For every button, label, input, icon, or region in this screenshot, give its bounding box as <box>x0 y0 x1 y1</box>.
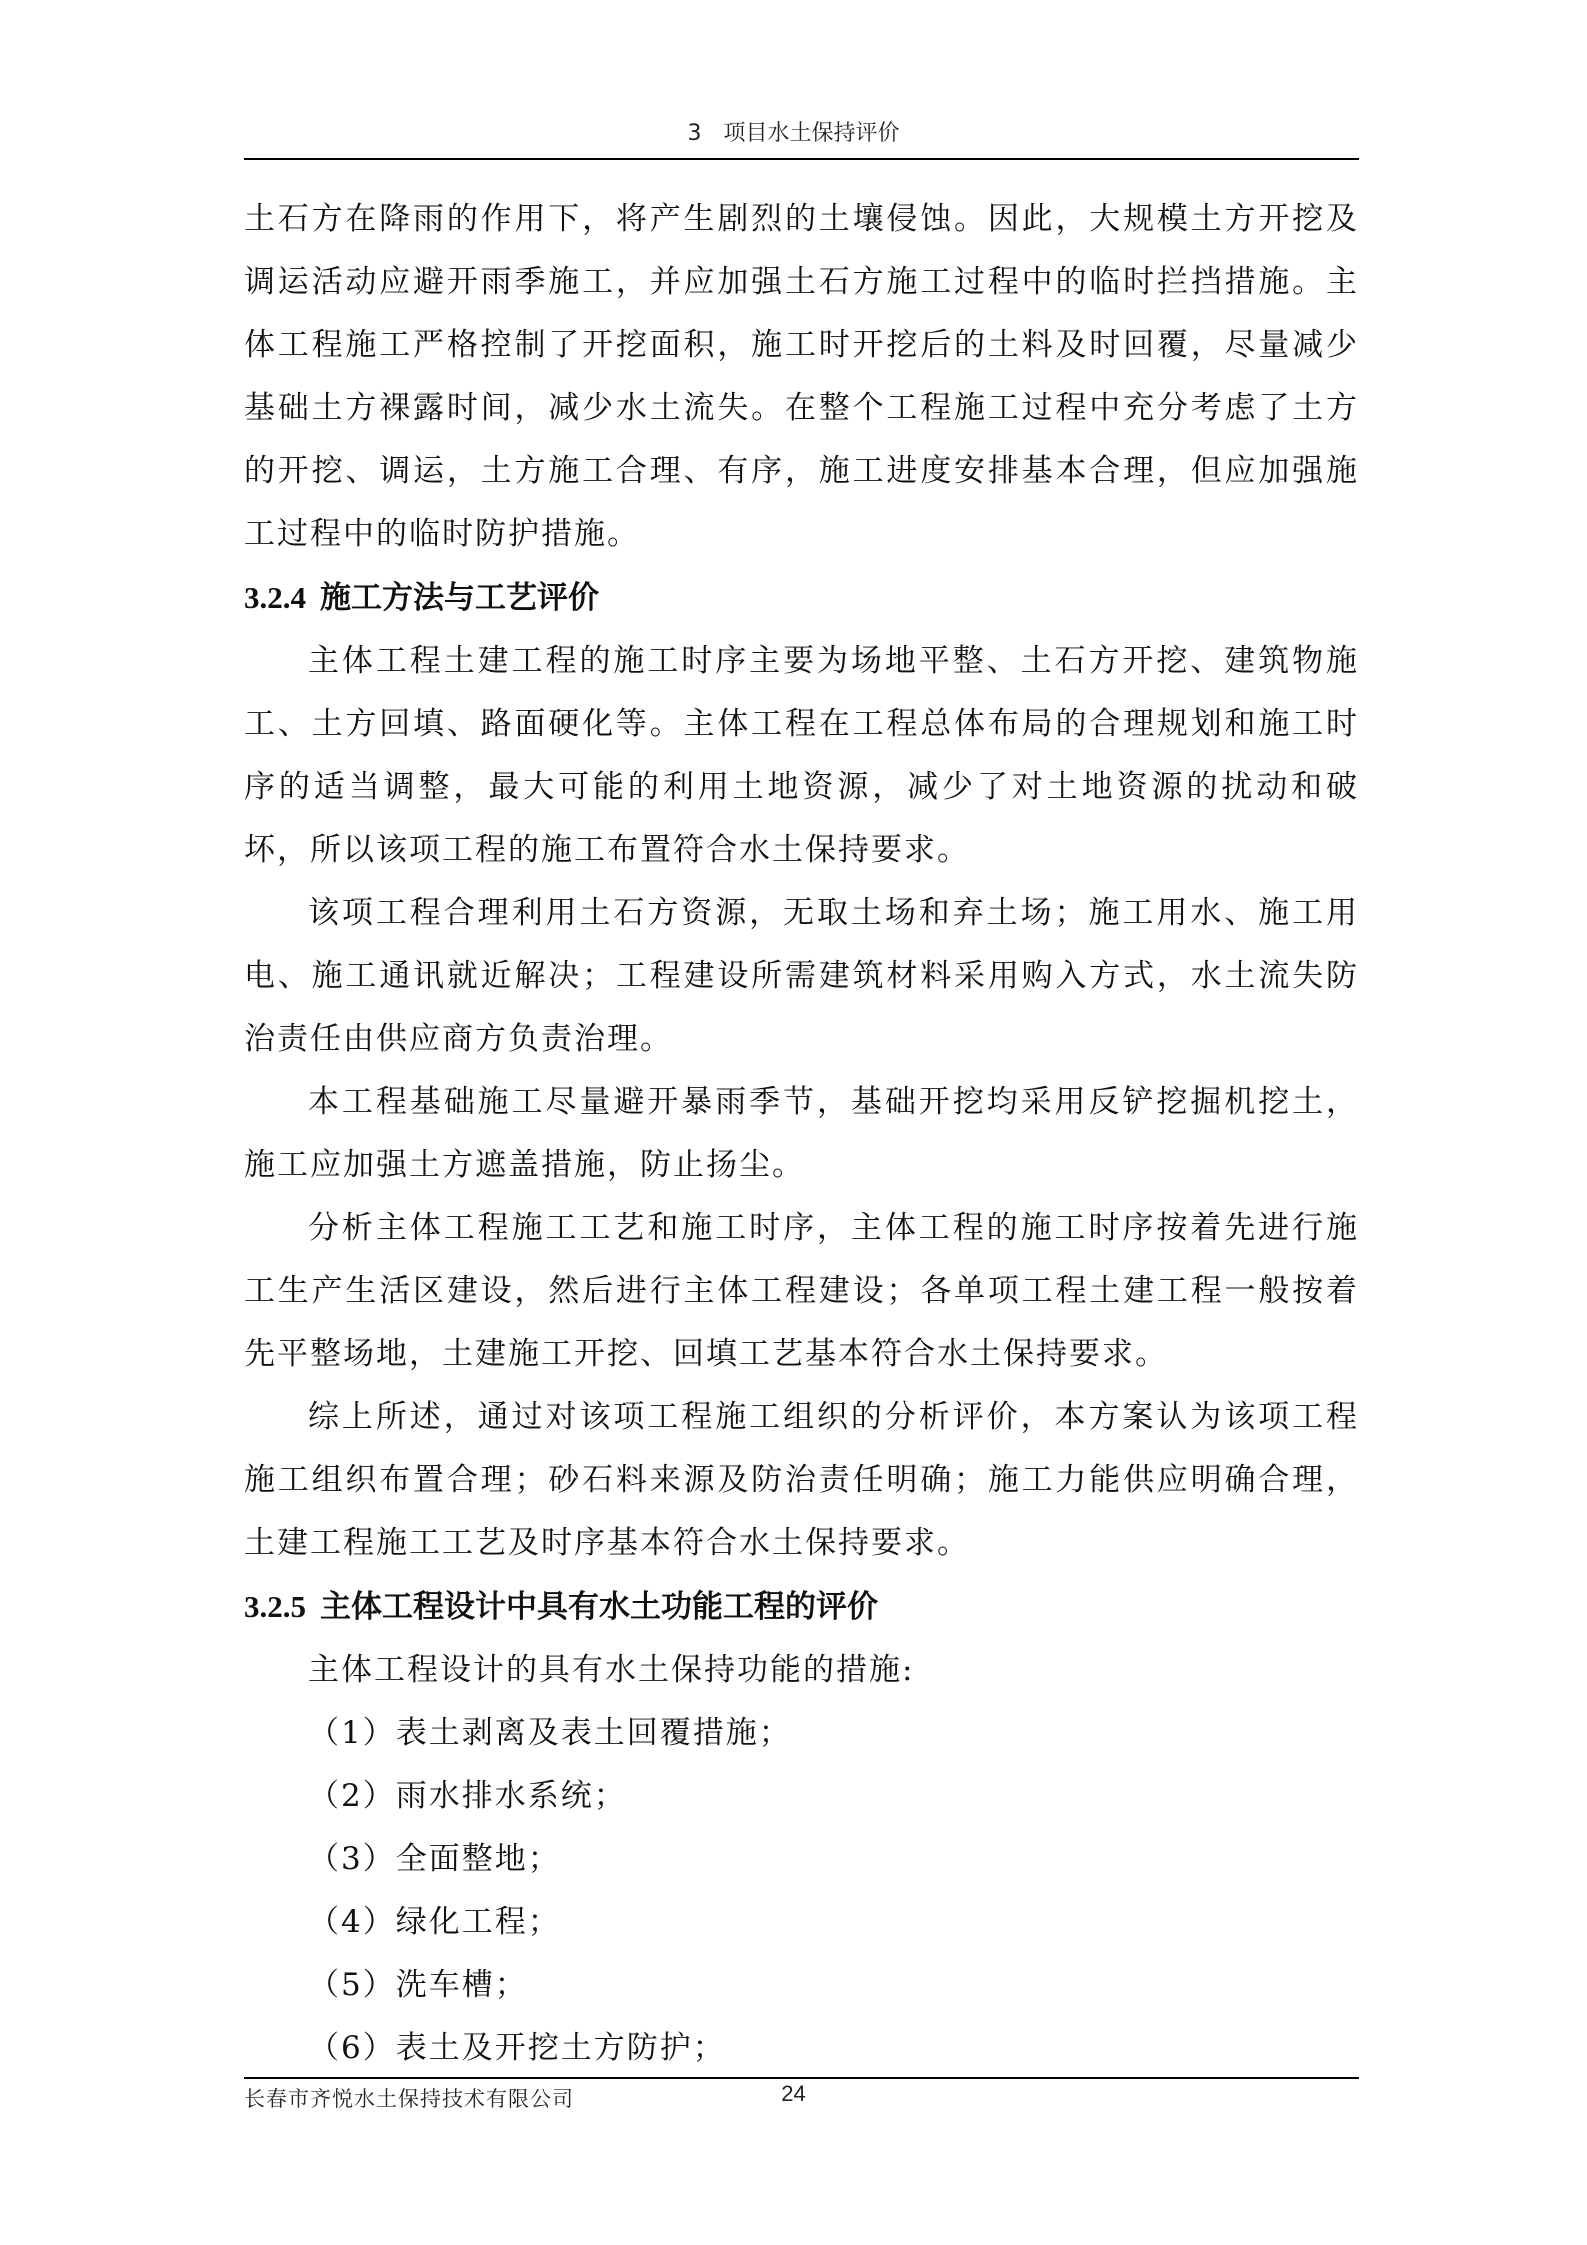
section-heading-3-2-5 <box>244 1575 1359 1639</box>
section-number: 3.2.4 <box>244 580 306 615</box>
body-paragraph: 本工程基础施工尽量避开暴雨季节，基础开挖均采用反铲挖掘机挖土，施工应加强土方遮盖措施，防止扬尘。 <box>244 1084 1359 1183</box>
section-number: 3.2.5 <box>244 1589 306 1624</box>
measure-list-item: （6）表土及开挖土方防护； <box>308 2030 726 2066</box>
body-paragraph: 该项工程合理利用土石方资源，无取土场和弃土场；施工用水、施工用电、施工通讯就近解决；工程建设所需建筑材料采用购入方式，水土流失防治责任由供应商方负责治理。 <box>244 895 1359 1057</box>
body-paragraph: 主体工程设计的具有水土保持功能的措施: <box>308 1652 915 1688</box>
body-paragraph: 分析主体工程施工工艺和施工时序，主体工程的施工时序按着先进行施工生产生活区建设，然后进行主体工程建设；各单项工程土建工程一般按着先平整场地，土建施工开挖、回填工艺基本符合水土保持要求。 <box>244 1210 1359 1372</box>
footer-company-name: 长春市齐悦水土保持技术有限公司 <box>244 2087 574 2111</box>
measure-list-item: （1）表土剥离及表土回覆措施； <box>308 1715 792 1751</box>
document-body <box>244 188 1359 2080</box>
page-header-title: 3 项目水土保持评价 <box>687 121 900 146</box>
body-paragraph: 主体工程土建工程的施工时序主要为场地平整、土石方开挖、建筑物施工、土方回填、路面硬化等。主体工程在工程总体布局的合理规划和施工时序的适当调整，最大可能的利用土地资源，减少了对土地资源的扰动和破坏，所以该项工程的施工布置符合水土保持要求。 <box>244 643 1359 868</box>
measure-list-item: （5）洗车槽； <box>308 1967 528 2003</box>
intro-paragraph: 土石方在降雨的作用下，将产生剧烈的土壤侵蚀。因此，大规模土方开挖及调运活动应避开雨季施工，并应加强土石方施工过程中的临时拦挡措施。主体工程施工严格控制了开挖面积，施工时开挖后的土料及时回覆，尽量减少基础土方裸露时间，减少水土流失。在整个工程施工过程中充分考虑了土方的开挖、调运，土方施工合理、有序，施工进度安排基本合理，但应加强施工过程中的临时防护措施。 <box>244 201 1359 552</box>
section-heading-3-2-4 <box>244 566 1359 630</box>
measure-list-item: （4）绿化工程； <box>308 1904 561 1940</box>
body-paragraph: 综上所述，通过对该项工程施工组织的分析评价，本方案认为该项工程施工组织布置合理；砂石料来源及防治责任明确；施工力能供应明确合理，土建工程施工工艺及时序基本符合水土保持要求。 <box>244 1399 1359 1561</box>
measure-list-item: （3）全面整地； <box>308 1841 561 1877</box>
footer-divider <box>244 2077 1359 2079</box>
section-title: 主体工程设计中具有水土功能工程的评价 <box>320 1589 878 1625</box>
header-divider <box>244 158 1359 160</box>
measure-list-item: （2）雨水排水系统； <box>308 1778 627 1814</box>
section-title: 施工方法与工艺评价 <box>320 580 599 616</box>
page-number: 24 <box>781 2081 806 2106</box>
